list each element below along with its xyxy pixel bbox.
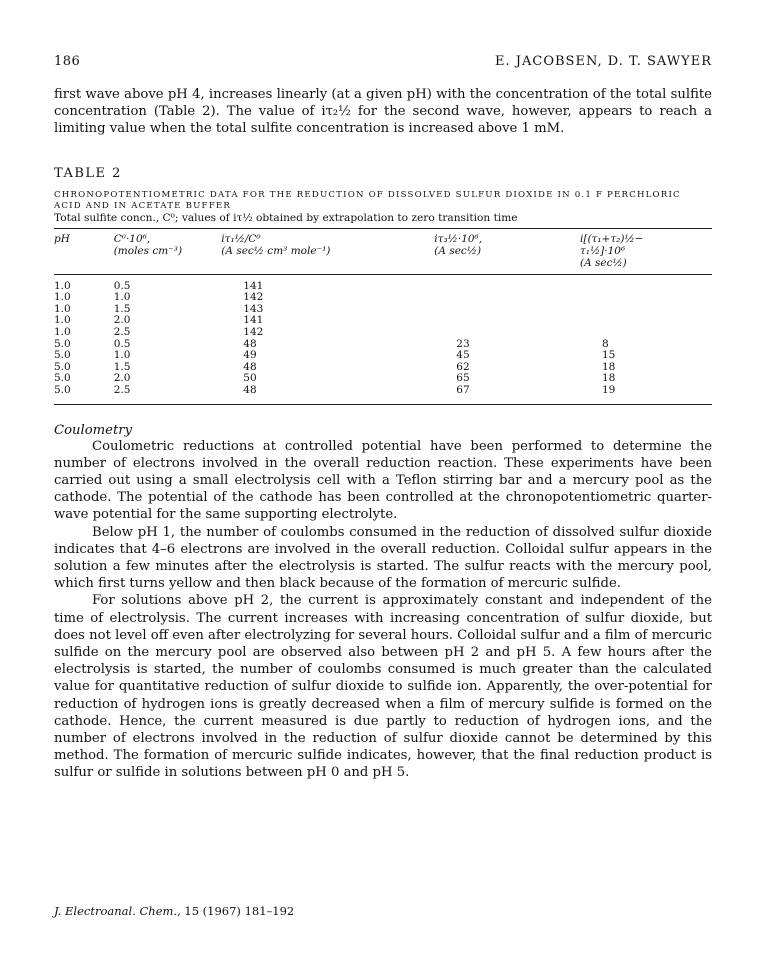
cell-ph: 5.0 [54,349,71,362]
cell-itau1-over-c: 50 [243,372,257,385]
cell-concentration: 2.0 [113,372,131,385]
cell-itau3 [434,327,580,339]
cell-itau1-over-c: 141 [243,279,264,292]
table-row [54,274,712,292]
cell-concentration: 1.5 [113,360,131,373]
cell-itau3: 62 [456,360,470,373]
running-head-authors: E. JACOBSEN, D. T. SAWYER [495,54,712,69]
cell-ph: 5.0 [54,360,71,373]
cell-itau1-over-c: 48 [243,337,257,350]
cell-difference [580,315,712,327]
table-caption: CHRONOPOTENTIOMETRIC DATA FOR THE REDUCTION OF DISSOLVED SULFUR DIOXIDE IN 0.1 F PERCHLORIC ACID AND IN ACETATE BUFFER [54,189,681,211]
table-row [54,385,712,404]
body-paragraph-2: Below pH 1, the number of coulombs consumed in the reduction of dissolved sulfur dioxide indicates that 4–6 electrons are involved in the overall reduction. Colloidal sulfur appears in the solution a few minutes after the electrolysis is started. The sulfur reacts with the mercury pool, which first turns yellow and then black because of the formation of mercuric sulfide. [54,524,712,592]
table-subcaption: Total sulfite concn., C⁰; values of iτ½ obtained by extrapolation to zero transition time [54,211,518,224]
cell-itau1-over-c: 141 [243,314,264,327]
footer-citation [54,904,294,918]
cell-difference [580,304,712,316]
table-row [54,304,712,316]
col-header-difference: i[(τ₁+τ₂)½− τ₁½]·10⁶ (A sec½) [579,232,644,269]
cell-difference [580,292,712,304]
cell-itau3: 45 [456,349,470,362]
running-head [54,54,712,76]
table-header-row [54,228,712,274]
page-number: 186 [54,54,81,69]
col-header-ph: pH [54,232,70,245]
cell-difference: 19 [601,383,616,396]
cell-itau3: 23 [456,337,470,350]
cell-ph: 1.0 [54,279,71,292]
cell-ph: 5.0 [54,372,71,385]
cell-concentration: 2.5 [113,325,131,338]
cell-concentration: 1.0 [113,291,131,304]
col-header-itau1-over-c: iτ₁½/C⁰ (A sec½ cm³ mole⁻¹) [221,232,331,257]
page [54,54,712,782]
cell-ph: 1.0 [54,314,71,327]
journal-name: J. Electroanal. Chem., [54,904,181,918]
table-label: TABLE 2 [54,165,122,181]
intro-paragraph: first wave above pH 4, increases linearly (at a given pH) with the concentration of the total sulfite concentration (Table 2). The value of iτ₂½ for the second wave, however, appears to reach a limiting value when the total sulfite concentration is increased above 1 mM. [54,87,712,137]
table-row [54,327,712,339]
cell-difference [580,327,712,339]
journal-citation: 15 (1967) 181–192 [184,904,295,918]
cell-itau3 [434,304,580,316]
cell-difference [580,274,712,292]
table-row [54,292,712,304]
cell-concentration: 0.5 [113,279,131,292]
cell-concentration: 2.5 [113,383,131,396]
section-heading: Coulometry [54,422,133,438]
cell-ph: 5.0 [54,337,71,350]
cell-itau3 [434,315,580,327]
cell-ph: 1.0 [54,291,71,304]
cell-itau1-over-c: 142 [243,291,264,304]
cell-ph: 1.0 [54,302,71,315]
body-paragraph-1: Coulometric reductions at controlled potential have been performed to determine the number of electrons involved in the overall reduction reaction. These experiments have been carried out using a small electrolysis cell with a Teflon stirring bar and a mercury pool as the cathode. The potential of the cathode has been controlled at the chronopotentiometric quarter-wave potential for the same supporting electrolyte. [54,438,712,523]
cell-concentration: 0.5 [113,337,131,350]
data-table [54,228,712,405]
cell-itau1-over-c: 48 [243,383,257,396]
cell-difference: 15 [601,349,616,362]
cell-concentration: 2.0 [113,314,131,327]
cell-itau3 [434,292,580,304]
cell-difference: 18 [601,360,616,373]
body-paragraph-3: For solutions above pH 2, the current is approximately constant and independent of the time of electrolysis. The current increases with increasing concentration of sulfur dioxide, but does not level off even after electrolyzing for several hours. Colloidal sulfur and a film of mercuric sulfide on the mercury pool are observed also between pH 2 and pH 5. A few hours after the electrolysis is started, the number of coulombs consumed is much greater than the calculated value for quantitative reduction of sulfur dioxide to sulfide ion. Apparently, the over-potential for reduction of hydrogen ions is greatly decreased when a film of mercury sulfide is formed on the cathode. Hence, the current measured is due partly to reduction of hydrogen ions, and the number of electrons involved in the reduction of sulfur dioxide cannot be determined by this method. The formation of mercuric sulfide indicates, however, that the final reduction product is sulfur or sulfide in solutions between pH 0 and pH 5. [54,593,713,781]
cell-itau3: 67 [456,383,470,396]
col-header-concentration: C⁰·10⁶, (moles cm⁻³) [113,232,183,257]
cell-concentration: 1.0 [113,349,131,362]
cell-concentration: 1.5 [113,302,131,315]
cell-difference: 8 [601,337,609,350]
cell-itau1-over-c: 142 [243,325,264,338]
cell-itau1-over-c: 49 [243,349,257,362]
table-row [54,315,712,327]
col-header-itau3: iτ₃½·10⁶, (A sec½) [434,232,483,257]
cell-itau1-over-c: 48 [243,360,257,373]
cell-itau3 [434,274,580,292]
cell-itau3: 65 [456,372,470,385]
cell-ph: 5.0 [54,383,71,396]
cell-itau1-over-c: 143 [243,302,264,315]
cell-ph: 1.0 [54,325,71,338]
cell-difference: 18 [601,372,616,385]
